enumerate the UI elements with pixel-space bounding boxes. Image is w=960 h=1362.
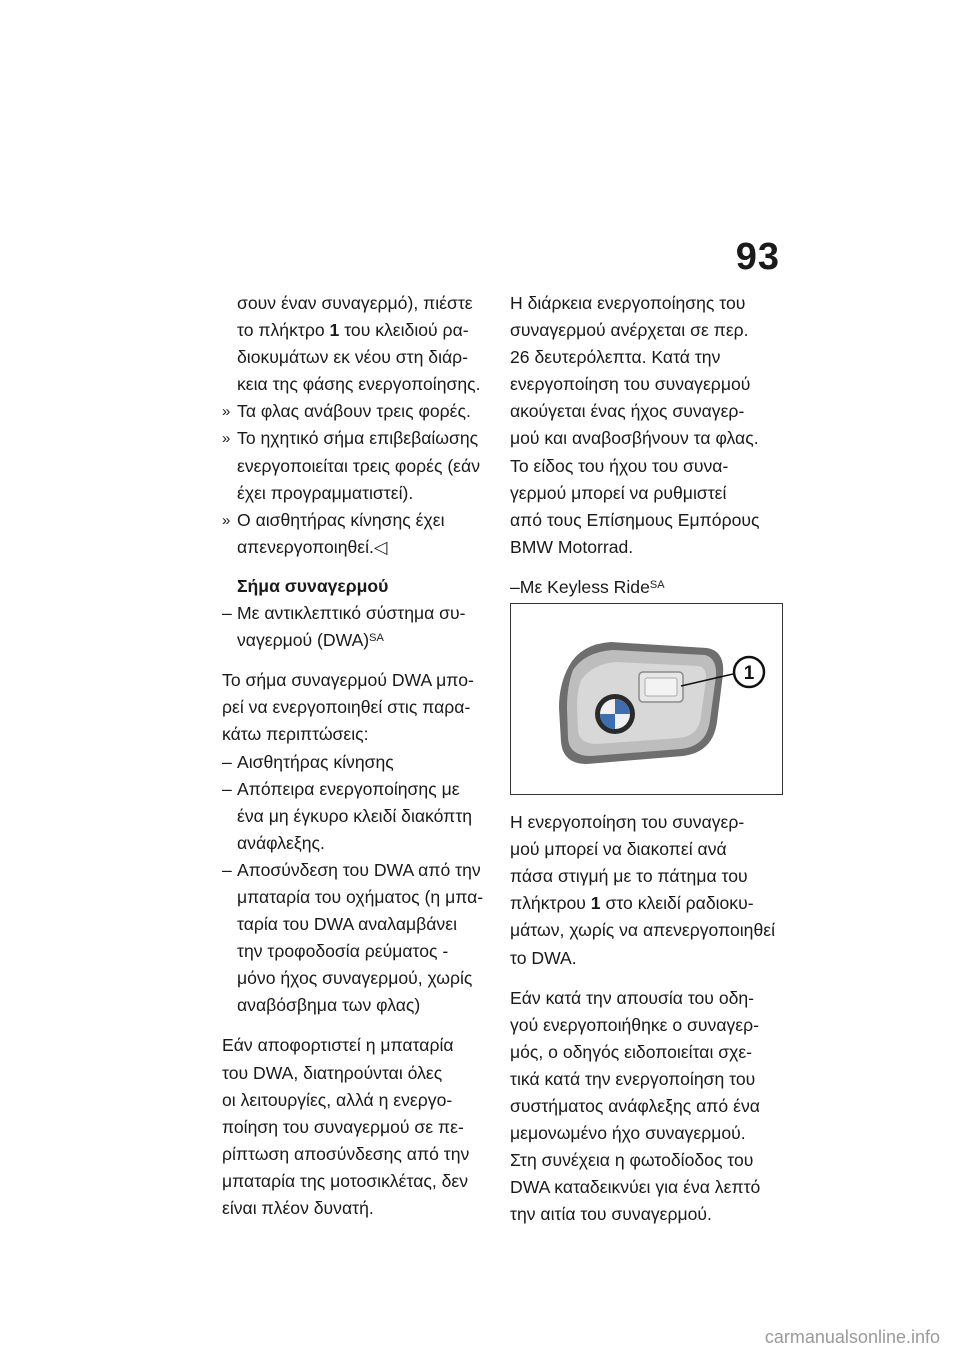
paragraph: Το σήμα συναγερμού DWA μπο- ρεί να ενεργοποιηθεί στις παρα- κάτω περιπτώσεις: [222, 670, 474, 745]
text-line: το πλήκτρο 1 του κλειδιού ρα- [237, 320, 469, 341]
key-fob-figure [510, 603, 783, 795]
right-column [510, 290, 790, 1228]
key-reference: 1 [590, 893, 601, 914]
option-item: –Με Keyless Ride$^{SA}$ [510, 576, 665, 597]
paragraph: Η διάρκεια ενεργοποίησης του συναγερμού ανέρχεται σε περ. 26 δευτερόλεπτα. Κατά την ενεργοποίηση του συναγερμού ακούγεται ένας ήχος συναγερ- μού και αναβοσβήνουν τα φλας. Το είδος του ήχου του συνα- γερμού μπορεί να ρυθμιστεί από τους Επίσημους Εμπόρους BMW Motorrad. [510, 293, 760, 557]
list-item: – Αισθητήρας κίνησης [222, 751, 394, 772]
intro-paragraph [222, 290, 490, 398]
key-fob-illustration [511, 604, 782, 794]
text-line: διοκυμάτων εκ νέου στη διάρ- [237, 347, 469, 368]
optional-equipment-sup: SA [649, 578, 665, 591]
list-item: – Απόπειρα ενεργοποίησης με ένα μη έγκυρο κλειδί διακόπτη ανάφλεξης. [222, 778, 473, 853]
result-marker: » [222, 511, 231, 529]
result-marker: » [222, 430, 231, 448]
list-item: – Αποσύνδεση του DWA από την μπαταρία του οχήματος (η μπα- ταρία του DWA αναλαμβάνει την τροφοδοσία ρεύματος - μόνο ήχος συναγερμού, χωρίς αναβόσβημα των φλας) [222, 859, 484, 1016]
result-marker: » [222, 403, 231, 421]
callout-number: 1 [743, 663, 755, 685]
section-heading: Σήμα συναγερμού [237, 575, 389, 596]
paragraph: Η ενεργοποίηση του συναγερ- μού μπορεί να διακοπεί ανά πάσα στιγμή με το πάτημα του πλήκτρου 1 στο κλειδί ραδιοκυ- μάτων, χωρίς να απενεργοποιηθεί το DWA. [510, 812, 775, 968]
result-item: » Το ηχητικό σήμα επιβεβαίωσης ενεργοποιείται τρεις φορές (εάν έχει προγραμματιστεί). [222, 425, 490, 506]
result-item: » Ο αισθητήρας κίνησης έχει απενεργοποιηθεί.◁ [222, 507, 490, 561]
text-line: σουν έναν συναγερμό), πιέστε [237, 293, 473, 313]
optional-equipment-sup: SA [369, 632, 384, 645]
result-item: » Τα φλας ανάβουν τρεις φορές. [222, 398, 490, 425]
key-reference: 1 [329, 320, 340, 341]
page-number: 93 [735, 236, 780, 278]
option-item: – Με αντικλεπτικό σύστημα συ- ναγερμού (DWA)$^{SA}$ [222, 603, 466, 651]
paragraph: Εάν αποφορτιστεί η μπαταρία του DWA, διατηρούνται όλες οι λειτουργίες, αλλά η ενεργο- ποίηση του συναγερμού σε πε- ρίπτωση αποσύνδεσης από την μπαταρία της μοτοσικλέτας, δεν είναι πλέον δυνατή. [222, 1035, 470, 1218]
left-column [222, 290, 490, 1222]
paragraph: Εάν κατά την απουσία του οδη- γού ενεργοποιήθηκε ο συναγερ- μός, ο οδηγός ειδοποιείται σχε- τικά κατά την ενεργοποίηση του συστήματος ανάφλεξης από ένα μεμονωμένο ήχο συναγερμού. Στη συνέχεια η φωτοδίοδος του DWA καταδεικνύει για ένα λεπτό την αιτία του συναγερμού. [510, 987, 761, 1225]
watermark: carmanualsonline.info [764, 1327, 940, 1347]
text-line: κεια της φάσης ενεργοποίησης. [237, 374, 481, 395]
